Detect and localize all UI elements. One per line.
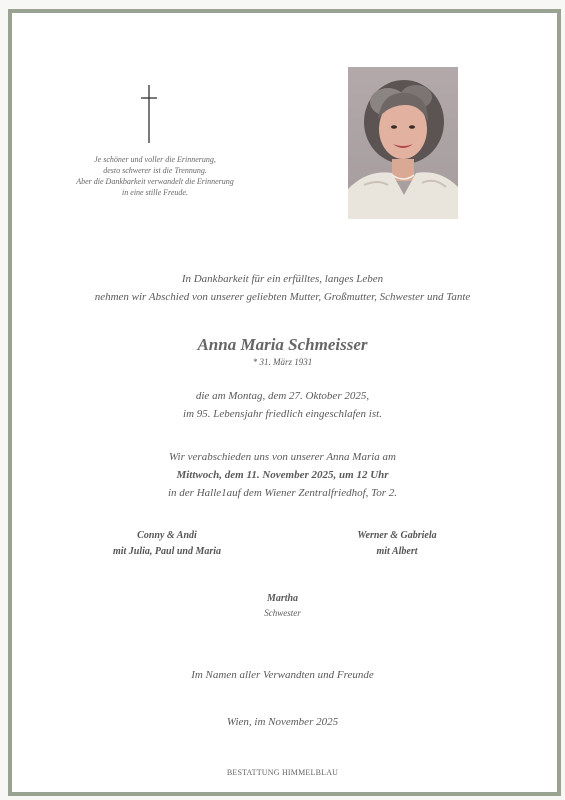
undertaker-name: BESTATTUNG HIMMELBLAU (226, 768, 339, 777)
mourner-name: Martha (266, 593, 299, 604)
intro-text (8, 270, 557, 306)
mourner-line: Werner & Gabriela (357, 530, 437, 541)
funeral-intro: Wir verabschieden uns von unserer Anna Maria am (169, 451, 396, 463)
mourner-line: mit Julia, Paul und Maria (112, 546, 222, 557)
closing-text: Im Namen aller Verwandten und Freunde (191, 669, 374, 681)
funeral-place: in der Halle1auf dem Wiener Zentralfriedhof, Tor 2. (167, 487, 398, 499)
mourner-line: mit Albert (376, 546, 418, 557)
death-text (8, 387, 557, 423)
portrait-image (348, 67, 458, 219)
motto-quote (40, 154, 270, 198)
death-line: im 95. Lebensjahr friedlich eingeschlafen ist. (183, 408, 382, 420)
motto-line: desto schwerer ist die Trennung. (103, 166, 207, 175)
deceased-name: Anna Maria Schmeisser (197, 335, 368, 354)
cross-icon (139, 85, 159, 143)
portrait-photo (348, 67, 458, 219)
funeral-text (8, 448, 557, 502)
mourners-left (67, 528, 267, 560)
mourner-role: Schwester (264, 608, 301, 618)
place-date: Wien, im November 2025 (226, 716, 339, 728)
mourner-line: Conny & Andi (137, 530, 197, 541)
funeral-date: Mittwoch, dem 11. November 2025, um 12 Uhr (176, 469, 389, 481)
motto-line: in eine stille Freude. (122, 188, 188, 197)
death-line: die am Montag, dem 27. Oktober 2025, (195, 390, 370, 402)
intro-line: nehmen wir Abschied von unserer geliebten Mutter, Großmutter, Schwester und Tante (94, 291, 471, 303)
birth-date: * 31. März 1931 (252, 357, 313, 367)
intro-line: In Dankbarkeit für ein erfülltes, langes Leben (181, 273, 384, 285)
mourners-right (297, 528, 497, 560)
mourners-center (8, 592, 557, 620)
motto-line: Aber die Dankbarkeit verwandelt die Erinnerung (76, 177, 234, 186)
motto-line: Je schöner und voller die Erinnerung, (94, 155, 216, 164)
